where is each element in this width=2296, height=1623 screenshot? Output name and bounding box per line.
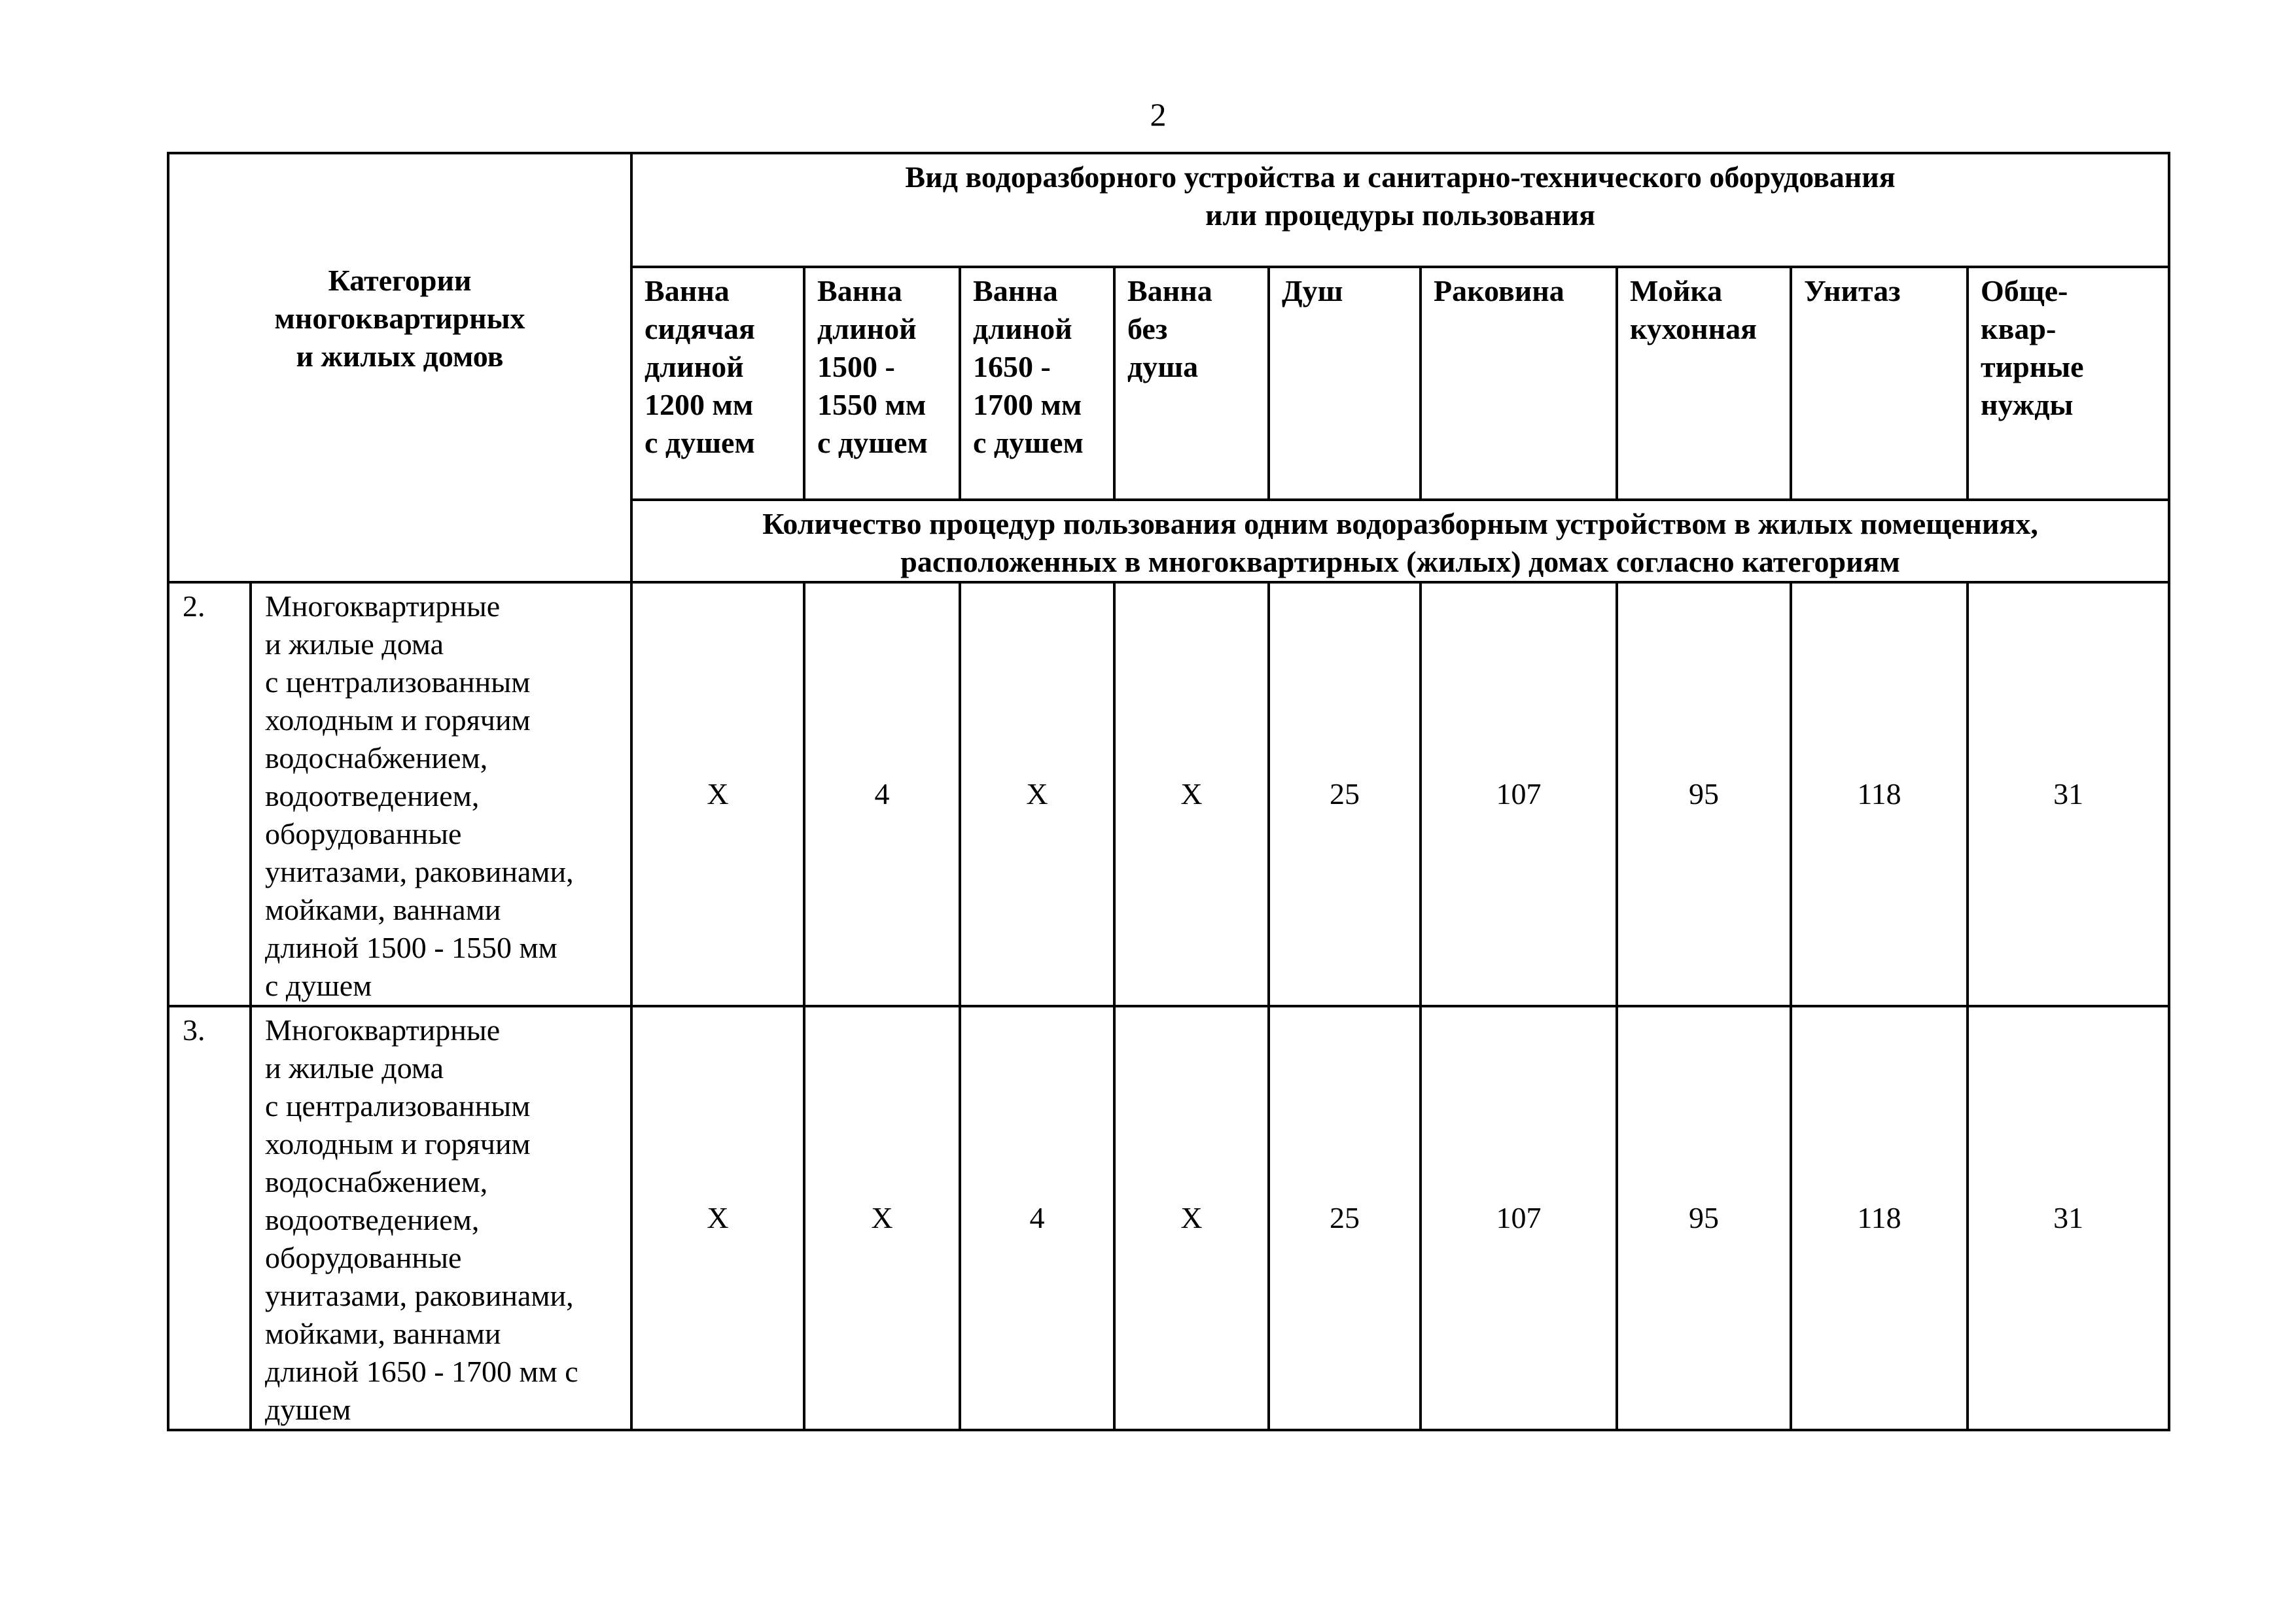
procedures-subheader-text [633,501,2168,581]
value-text: Х [1026,777,1048,811]
value-cell [1269,582,1421,1006]
value-text: 4 [1029,1201,1045,1234]
column-header-line: с душем [817,426,928,459]
column-header-line: кухонная [1630,312,1757,345]
column-header-line: Ванна [645,274,730,307]
column-header-line: 1200 мм [645,388,754,421]
value-text: Х [707,1201,729,1234]
column-header-line: длиной [973,312,1072,345]
categories-header-line: многоквартирных [274,302,525,335]
value-text: 118 [1857,777,1901,811]
procedures-subheader-line: Количество процедур пользования одним водоразборным устройством в жилых помещениях, [762,507,2038,540]
column-header-line: 1650 - [973,350,1051,383]
value-cell [631,582,804,1006]
table-row [168,1006,2169,1430]
column-header-line: с душем [973,426,1084,459]
row-number [168,1006,251,1430]
column-header-line: Ванна [1127,274,1212,307]
row-description [251,1006,631,1430]
row-description-line: оборудованные [265,817,462,850]
column-header-line: квар- [1981,312,2057,345]
column-header-line: Обще- [1981,274,2068,307]
equipment-group-header-line: Вид водоразборного устройства и санитарно-технического оборудования [905,160,1896,194]
row-description-line: с централизованным [265,1089,531,1123]
procedures-subheader [631,500,2169,582]
value-text: 4 [874,777,890,811]
value-cell [631,1006,804,1430]
value-text: Х [707,777,729,811]
equipment-group-header [631,153,2169,267]
value-text: 95 [1689,1201,1720,1234]
row-description-line: мойками, ваннами [265,1317,501,1350]
row-description-line: мойками, ваннами [265,893,501,926]
column-header-line: Унитаз [1804,274,1901,307]
column-header [1114,267,1269,500]
row-description-line: с душем [265,969,372,1002]
row-number-text: 3. [183,1013,205,1047]
column-header-line: 1700 мм [973,388,1082,421]
row-description-line: водоснабжением, [265,1165,488,1198]
table-row [168,582,2169,1006]
value-text: Х [871,1201,893,1234]
value-cell [1791,582,1968,1006]
value-text: 107 [1496,1201,1542,1234]
row-description-line: оборудованные [265,1241,462,1274]
column-header-text [1270,268,1419,310]
value-cell [960,1006,1114,1430]
value-cell [960,582,1114,1006]
column-header-line: тирные [1981,350,2084,383]
value-cell [1617,582,1791,1006]
column-header-line: с душем [645,426,755,459]
value-cell [1617,1006,1791,1430]
row-description-text [252,1007,630,1429]
row-description-line: унитазами, раковинами, [265,855,574,888]
column-header-text [805,268,959,462]
column-header-text [1422,268,1616,310]
column-header-line: душа [1127,350,1199,383]
column-header-text [1116,268,1267,386]
equipment-group-header-line: или процедуры пользования [1205,198,1595,232]
value-text: 31 [2053,1201,2084,1234]
row-number-text: 2. [183,589,205,623]
value-text: 118 [1857,1201,1901,1234]
column-header-text [1969,268,2168,424]
row-description-line: водоотведением, [265,1203,480,1236]
value-cell [1269,1006,1421,1430]
column-header-text [633,268,803,462]
value-cell [1968,582,2169,1006]
categories-header-text [169,262,630,474]
row-description [251,582,631,1006]
row-description-line: длиной 1500 - 1550 мм [265,931,557,964]
column-header-text [961,268,1113,462]
value-text: 25 [1330,1201,1360,1234]
value-cell [1421,582,1617,1006]
row-description-line: душем [265,1393,351,1426]
column-header-line: Ванна [973,274,1058,307]
column-header-line: длиной [817,312,917,345]
row-description-line: с централизованным [265,665,531,699]
value-text: 31 [2053,777,2084,811]
procedures-subheader-line: расположенных в многоквартирных (жилых) домах согласно категориям [900,545,1900,578]
column-header [1968,267,2169,500]
column-header [1617,267,1791,500]
row-description-line: унитазами, раковинами, [265,1279,574,1312]
value-cell [1114,582,1269,1006]
column-header [1421,267,1617,500]
column-header-line: длиной [645,350,744,383]
value-text: Х [1180,1201,1203,1234]
column-header-line: 1500 - [817,350,895,383]
column-header [1269,267,1421,500]
row-description-text [252,584,630,1005]
value-text: Х [1180,777,1203,811]
value-cell [1114,1006,1269,1430]
column-header [1791,267,1968,500]
row-description-line: Многоквартирные [265,589,501,623]
page-number: 2 [1150,96,1167,133]
column-header [804,267,960,500]
categories-header [168,153,631,582]
row-description-line: водоснабжением, [265,741,488,775]
procedures-table [167,152,2170,1431]
value-text: 25 [1330,777,1360,811]
column-header-line: сидячая [645,312,755,345]
value-text: 107 [1496,777,1542,811]
categories-header-line: Категории [328,264,472,297]
categories-header-line: и жилых домов [296,340,504,373]
column-header-line: Душ [1282,274,1343,307]
equipment-group-header-text [633,154,2168,234]
column-header-line: без [1127,312,1168,345]
column-header-line: Раковина [1434,274,1564,307]
value-cell [804,582,960,1006]
column-header [631,267,804,500]
value-text: 95 [1689,777,1720,811]
column-header-line: Ванна [817,274,902,307]
value-cell [804,1006,960,1430]
value-cell [1421,1006,1617,1430]
column-header [960,267,1114,500]
row-description-line: и жилые дома [265,1051,444,1085]
column-header-text [1618,268,1790,348]
value-cell [1791,1006,1968,1430]
row-description-line: и жилые дома [265,627,444,661]
row-description-line: холодным и горячим [265,703,531,737]
column-header-line: нужды [1981,388,2074,421]
row-number [168,582,251,1006]
column-header-text [1792,268,1966,310]
column-header-line: Мойка [1630,274,1723,307]
value-cell [1968,1006,2169,1430]
column-header-line: 1550 мм [817,388,927,421]
row-description-line: Многоквартирные [265,1013,501,1047]
row-description-line: водоотведением, [265,779,480,812]
row-description-line: длиной 1650 - 1700 мм с [265,1355,578,1388]
row-description-line: холодным и горячим [265,1127,531,1161]
